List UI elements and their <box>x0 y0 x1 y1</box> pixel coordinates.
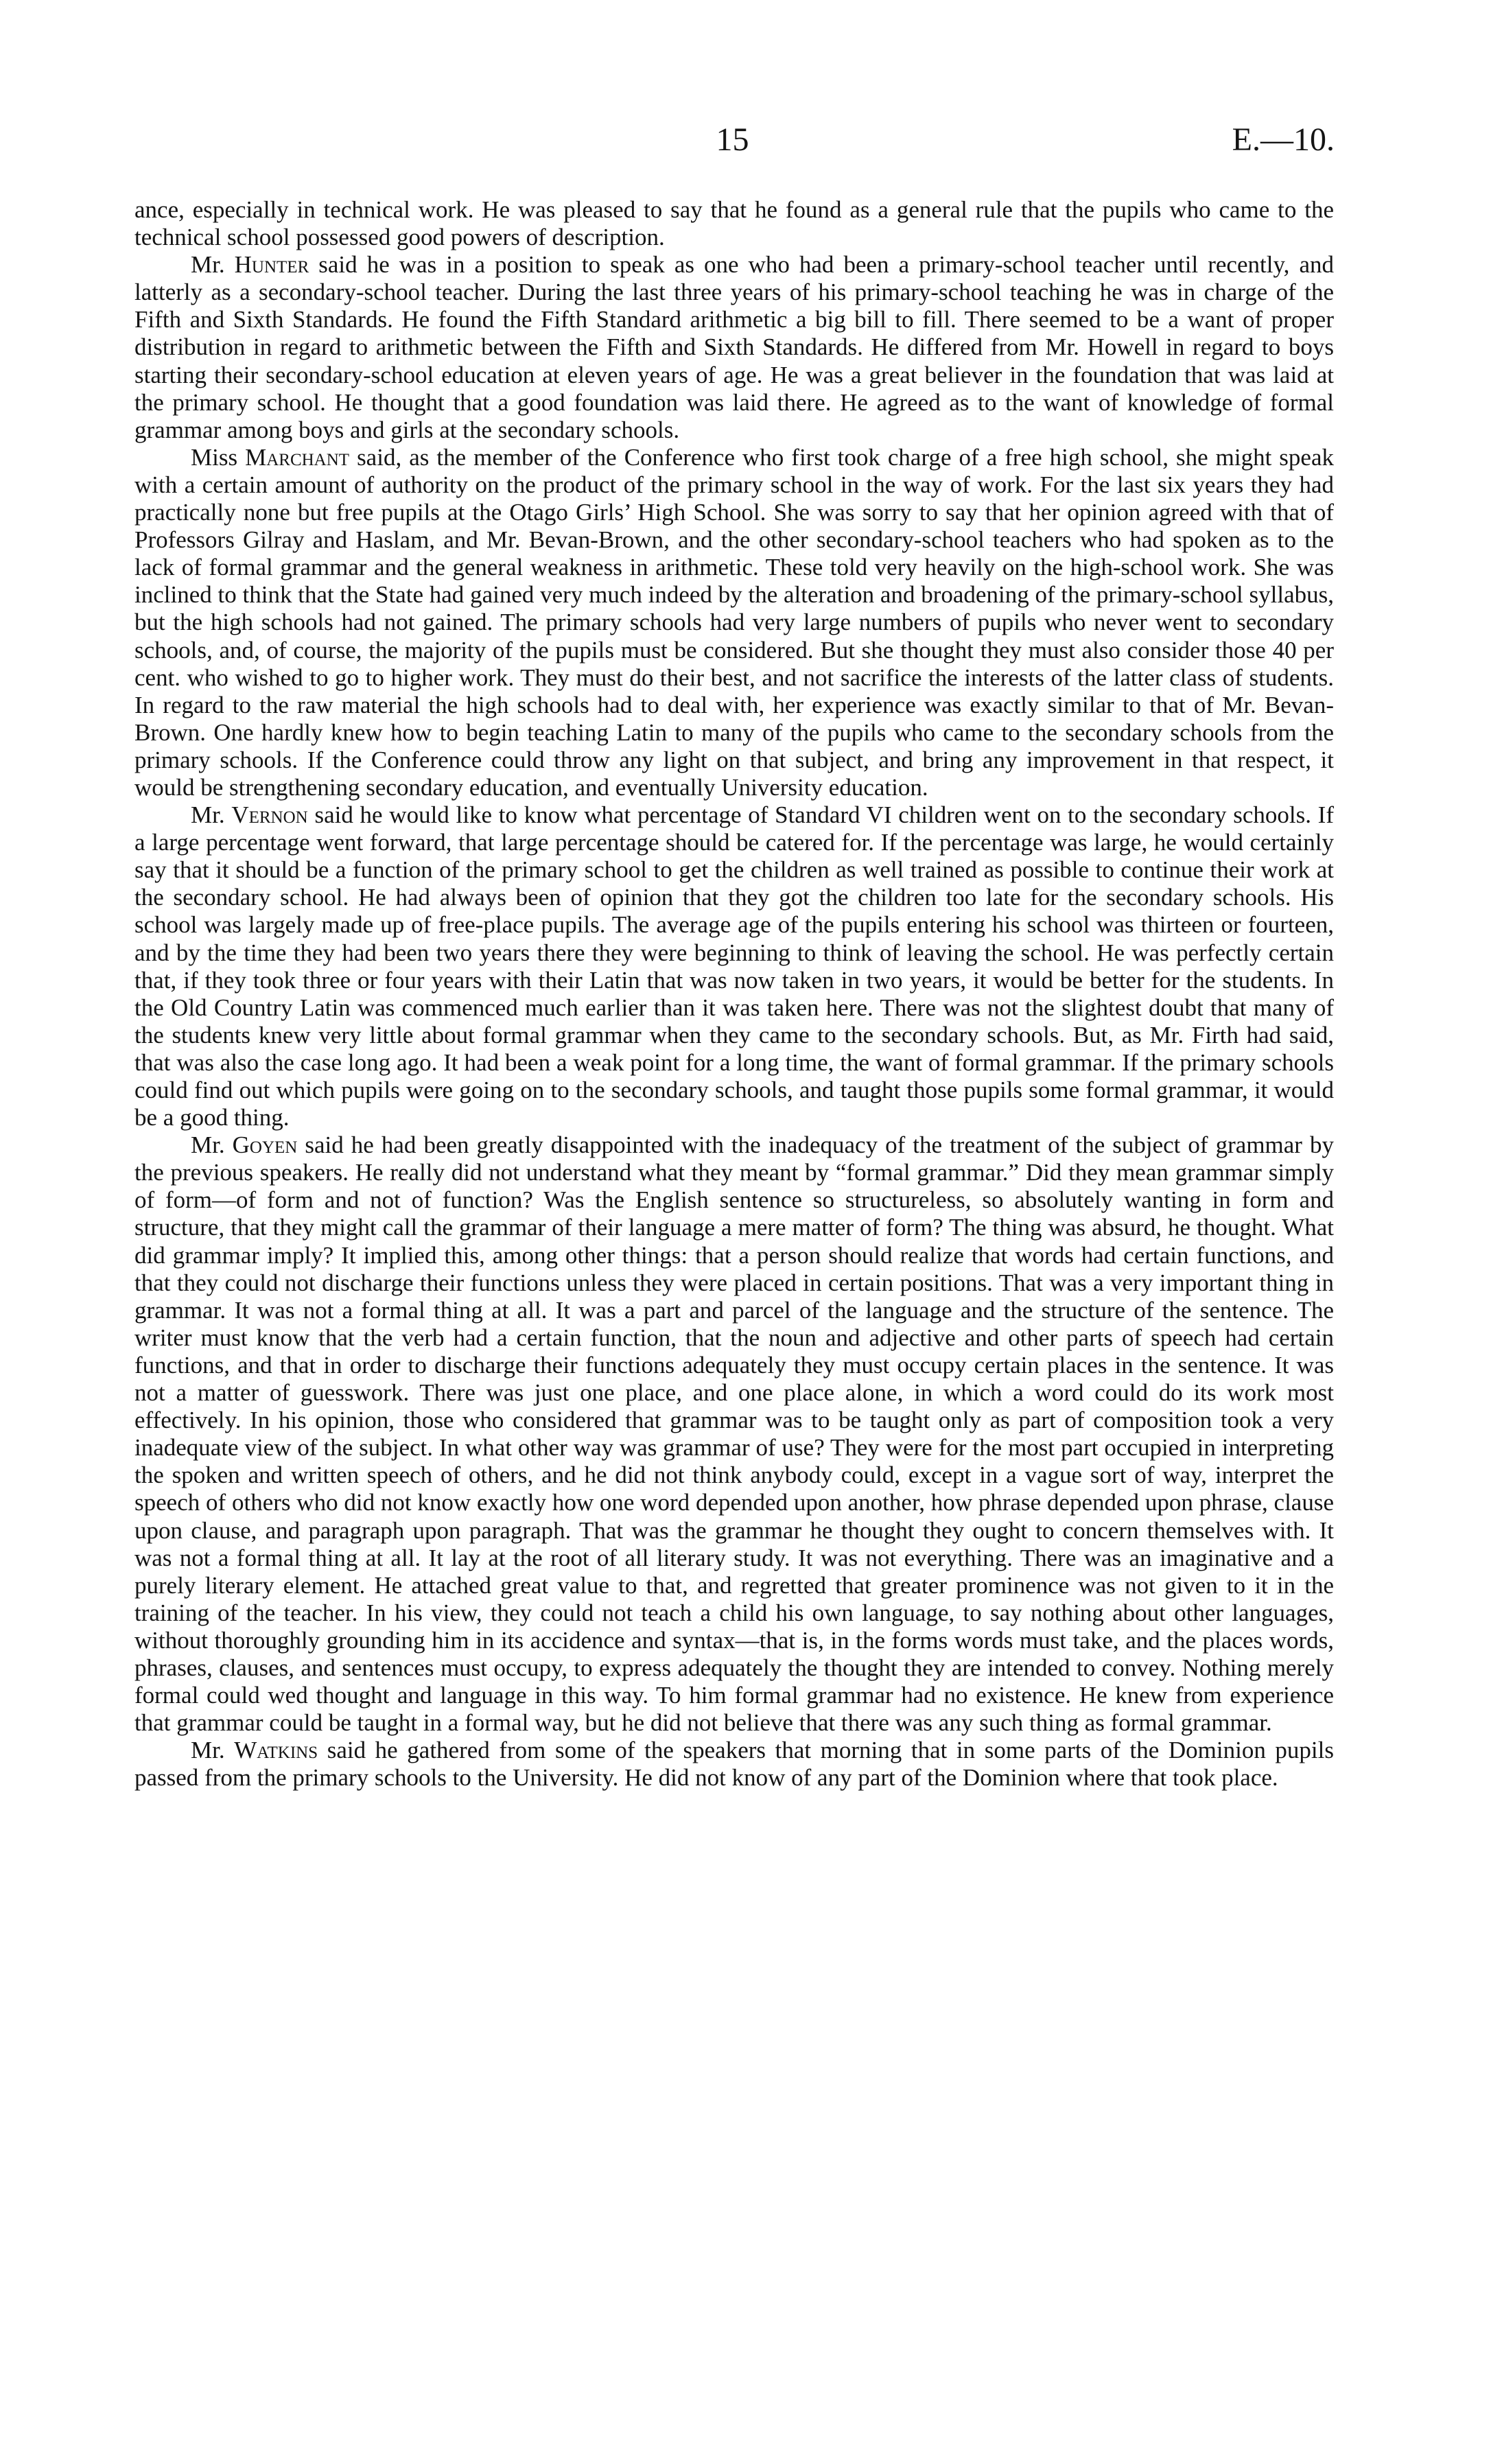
speaker-title: Mr. <box>191 801 232 829</box>
speaker-title: Mr. <box>191 1737 235 1764</box>
paragraph-text: said, as the member of the Conference who first took charge of a free high school, she might speak with a certain amount of authority on the product of the primary school in the way of work. For the last six years they had practically none but free pupils at the Otago Girls’ High School. She was sorry to say that her opinion agreed with that of Professors Gilray and Haslam, and Mr. Bevan-Brown, and the other secondary-school teachers who had spoken as to the lack of formal grammar and the general weakness in arithmetic. These told very heavily on the high-school work. She was inclined to think that the State had gained very much indeed by the alteration and broadening of the primary-school syllabus, but the high schools had not gained. The primary schools had very large numbers of pupils who never went to secondary schools, and, of course, the majority of the pupils must be considered. But she thought they must also consider those 40 per cent. who wished to go to higher work. They must do their best, and not sacrifice the interests of the latter class of students. In regard to the raw material the high schools had to deal with, her experience was exactly similar to that of Mr. Bevan-Brown. One hardly knew how to begin teaching Latin to many of the pupils who came to the secondary schools from the primary schools. If the Conference could throw any light on that subject, and bring any improvement in that respect, it would be strengthening secondary education, and eventually University education. <box>134 443 1334 801</box>
speaker-title: Mr. <box>191 1131 233 1159</box>
paragraph-vernon <box>134 801 1334 1131</box>
speaker-title: Mr. <box>191 251 235 279</box>
paragraph-goyen <box>134 1131 1334 1737</box>
document-reference: E.—10. <box>1232 121 1335 158</box>
paragraph-hunter <box>134 251 1334 444</box>
page-header <box>130 121 1335 162</box>
paragraph-text: said he would like to know what percentage of Standard VI children went on to the secondary schools. If a large percentage went forward, that large percentage should be catered for. If the percentage was large, he would certainly say that it should be a function of the primary school to get the children as well trained as possible to continue their work at the secondary school. He had always been of opinion that they got the children too late for the secondary schools. His school was largely made up of free-place pupils. The average age of the pupils entering his school was thirteen or fourteen, and by the time they had been two years there they were beginning to think of leaving the school. He was perfectly certain that, if they took three or four years with their Latin that was now taken in two years, it would be better for the students. In the Old Country Latin was commenced much earlier than it was taken here. There was not the slightest doubt that many of the students knew very little about formal grammar when they came to the secondary schools. But, as Mr. Firth had said, that was also the case long ago. It had been a weak point for a long time, the want of formal grammar. If the primary schools could find out which pupils were going on to the secondary schools, and taught those pupils some formal grammar, it would be a good thing. <box>134 801 1334 1131</box>
paragraph-text: said he was in a position to speak as one who had been a primary-school teacher until recently, and latterly as a secondary-school teacher. During the last three years of his primary-school teaching he was in charge of the Fifth and Sixth Standards. He found the Fifth Standard arithmetic a big bill to fill. There seemed to be a want of proper distribution in regard to arithmetic between the Fifth and Sixth Standards. He differed from Mr. Howell in regard to boys starting their secondary-school education at eleven years of age. He was a great believer in the foundation that was laid at the primary school. He thought that a good foundation was laid there. He agreed as to the want of knowledge of formal grammar among boys and girls at the secondary schools. <box>134 251 1334 443</box>
speaker-name: Hunter <box>234 251 309 279</box>
speaker-name: Goyen <box>232 1131 298 1159</box>
paragraph-text: said he gathered from some of the speakers that morning that in some parts of the Dominion pupils passed from the primary schools to the University. He did not know of any part of the Dominion where that took place. <box>134 1737 1334 1792</box>
paragraph-continuation <box>134 196 1334 251</box>
body-text <box>134 196 1334 1792</box>
speaker-name: Vernon <box>231 801 308 829</box>
speaker-name: Watkins <box>234 1737 318 1764</box>
paragraph-watkins <box>134 1737 1334 1792</box>
paragraph-text: ance, especially in technical work. He was pleased to say that he found as a general rule that the pupils who came to the technical school possessed good powers of description. <box>134 196 1334 251</box>
speaker-title: Miss <box>191 443 246 471</box>
paragraph-marchant <box>134 444 1334 801</box>
paragraph-text: said he had been greatly disappointed with the inadequacy of the treatment of the subject of grammar by the previous speakers. He really did not understand what they meant by “formal grammar.” Did they mean grammar simply of form—of form and not of function? Was the English sentence so structureless, so absolutely wanting in form and structure, that they might call the grammar of their language a mere matter of form? The thing was absurd, he thought. What did grammar imply? It implied this, among other things: that a person should realize that words had certain functions, and that they could not discharge their functions unless they were placed in certain positions. That was a very important thing in grammar. It was not a formal thing at all. It was a part and parcel of the language and the structure of the sentence. The writer must know that the verb had a certain function, that the noun and adjective and other parts of speech had certain functions, and that in order to discharge their functions adequately they must occupy certain places in the sentence. It was not a matter of guesswork. There was just one place, and one place alone, in which a word could do its work most effectively. In his opinion, those who considered that grammar was to be taught only as part of composition took a very inadequate view of the subject. In what other way was grammar of use? They were for the most part occupied in interpreting the spoken and written speech of others, and he did not think anybody could, except in a vague sort of way, interpret the speech of others who did not know exactly how one word depended upon another, how phrase depended upon phrase, clause upon clause, and paragraph upon paragraph. That was the grammar he thought they ought to concern themselves with. It was not a formal thing at all. It lay at the root of all literary study. It was not everything. There was an imaginative and a purely literary element. He attached great value to that, and regretted that greater prominence was not given to it in the training of the teacher. In his view, they could not teach a child his own language, to say nothing about other languages, without thoroughly grounding him in its accidence and syntax—that is, in the forms words must take, and the places words, phrases, clauses, and sentences must occupy, to express adequately the thought they are intended to convey. Nothing merely formal could wed thought and language in this way. To him formal grammar had no existence. He knew from experience that grammar could be taught in a formal way, but he did not believe that there was any such thing as formal grammar. <box>134 1131 1334 1737</box>
speaker-name: Marchant <box>245 443 350 471</box>
page-number: 15 <box>716 121 749 158</box>
